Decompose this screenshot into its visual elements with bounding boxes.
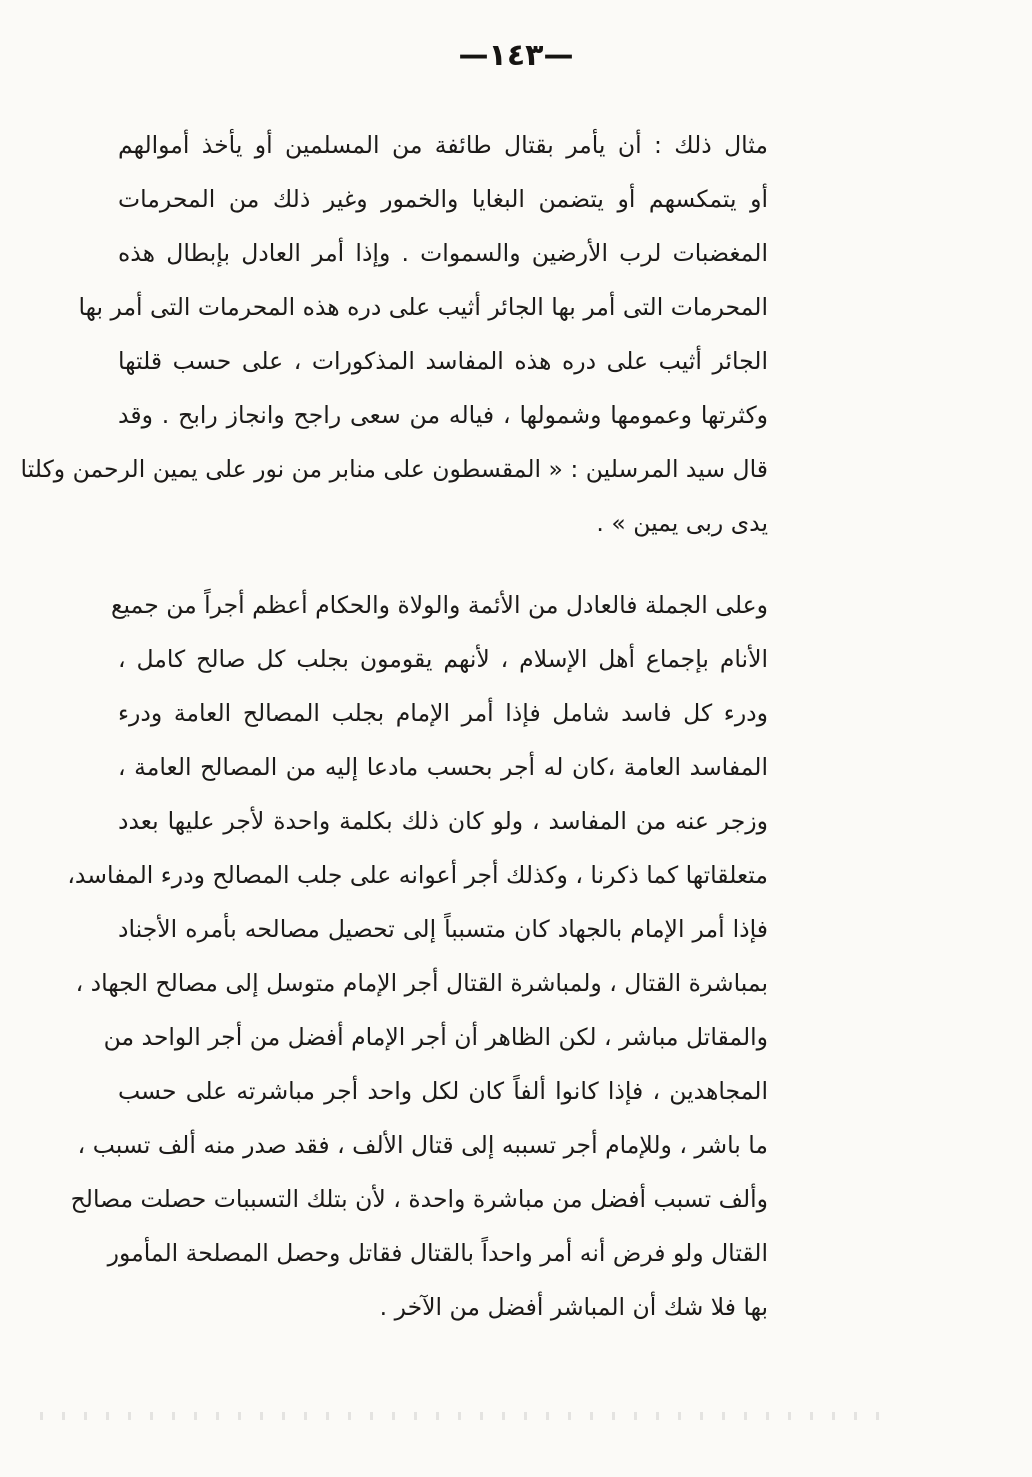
text-line: ما باشر ، وللإمام أجر تسببه إلى قتال الألف ، فقد صدر منه ألف تسبب ، [77,1131,768,1159]
text-line: متعلقاتها كما ذكرنا ، وكذلك أجر أعوانه على جلب المصالح ودرء المفاسد، [67,861,768,889]
text-line: وزجر عنه من المفاسد ، ولو كان ذلك بكلمة واحدة لأجر عليها بعدد [118,807,768,835]
text-line: بمباشرة القتال ، ولمباشرة القتال أجر الإمام متوسل إلى مصالح الجهاد ، [75,969,768,997]
text-line: وألف تسبب أفضل من مباشرة واحدة ، لأن بتلك التسببات حصلت مصالح [70,1185,768,1213]
text-line: يدى ربى يمين » . [596,509,768,537]
text-line: مثال ذلك : أن يأمر بقتال طائفة من المسلمين أو يأخذ أموالهم [118,131,768,159]
paragraph-1 [20,118,768,550]
text-line: المجاهدين ، فإذا كانوا ألفاً كان لكل واحد أجر مباشرته على حسب [118,1077,768,1105]
text-line: الجائر أثيب على دره هذه المفاسد المذكورات ، على حسب قلتها [118,347,768,375]
scan-artifact [40,1412,880,1420]
text-line: المفاسد العامة ،كان له أجر بحسب مادعا إليه من المصالح العامة ، [118,753,768,781]
text-line: الأنام بإجماع أهل الإسلام ، لأنهم يقومون بجلب كل صالح كامل ، [118,645,768,673]
page-number: —١٤٣— [458,38,574,73]
text-line: بها فلا شك أن المباشر أفضل من الآخر . [379,1293,768,1321]
text-line: والمقاتل مباشر ، لكن الظاهر أن أجر الإمام أفضل من أجر الواحد من [103,1023,768,1051]
text-line: أو يتمكسهم أو يتضمن البغايا والخمور وغير ذلك من المحرمات [118,185,768,213]
text-line: القتال ولو فرض أنه أمر واحداً بالقتال فقاتل وحصل المصلحة المأمور [107,1239,768,1267]
text-line: قال سيد المرسلين : « المقسطون على منابر من نور على يمين الرحمن وكلتا [20,455,768,483]
text-line: وكثرتها وعمومها وشمولها ، فياله من سعى راجح وانجاز رابح . وقد [118,401,768,429]
text-line: وعلى الجملة فالعادل من الأئمة والولاة والحكام أعظم أجراً من جميع [111,591,768,619]
text-line: المحرمات التى أمر بها الجائر أثيب على دره هذه المحرمات التى أمر بها [78,293,768,321]
text-line: ودرء كل فاسد شامل فإذا أمر الإمام بجلب المصالح العامة ودرء [118,699,768,727]
text-line: المغضبات لرب الأرضين والسموات . وإذا أمر العادل بإبطال هذه [118,239,768,267]
text-line: فإذا أمر الإمام بالجهاد كان متسبباً إلى تحصيل مصالحه بأمره الأجناد [118,915,768,943]
paragraph-2 [67,578,768,1334]
